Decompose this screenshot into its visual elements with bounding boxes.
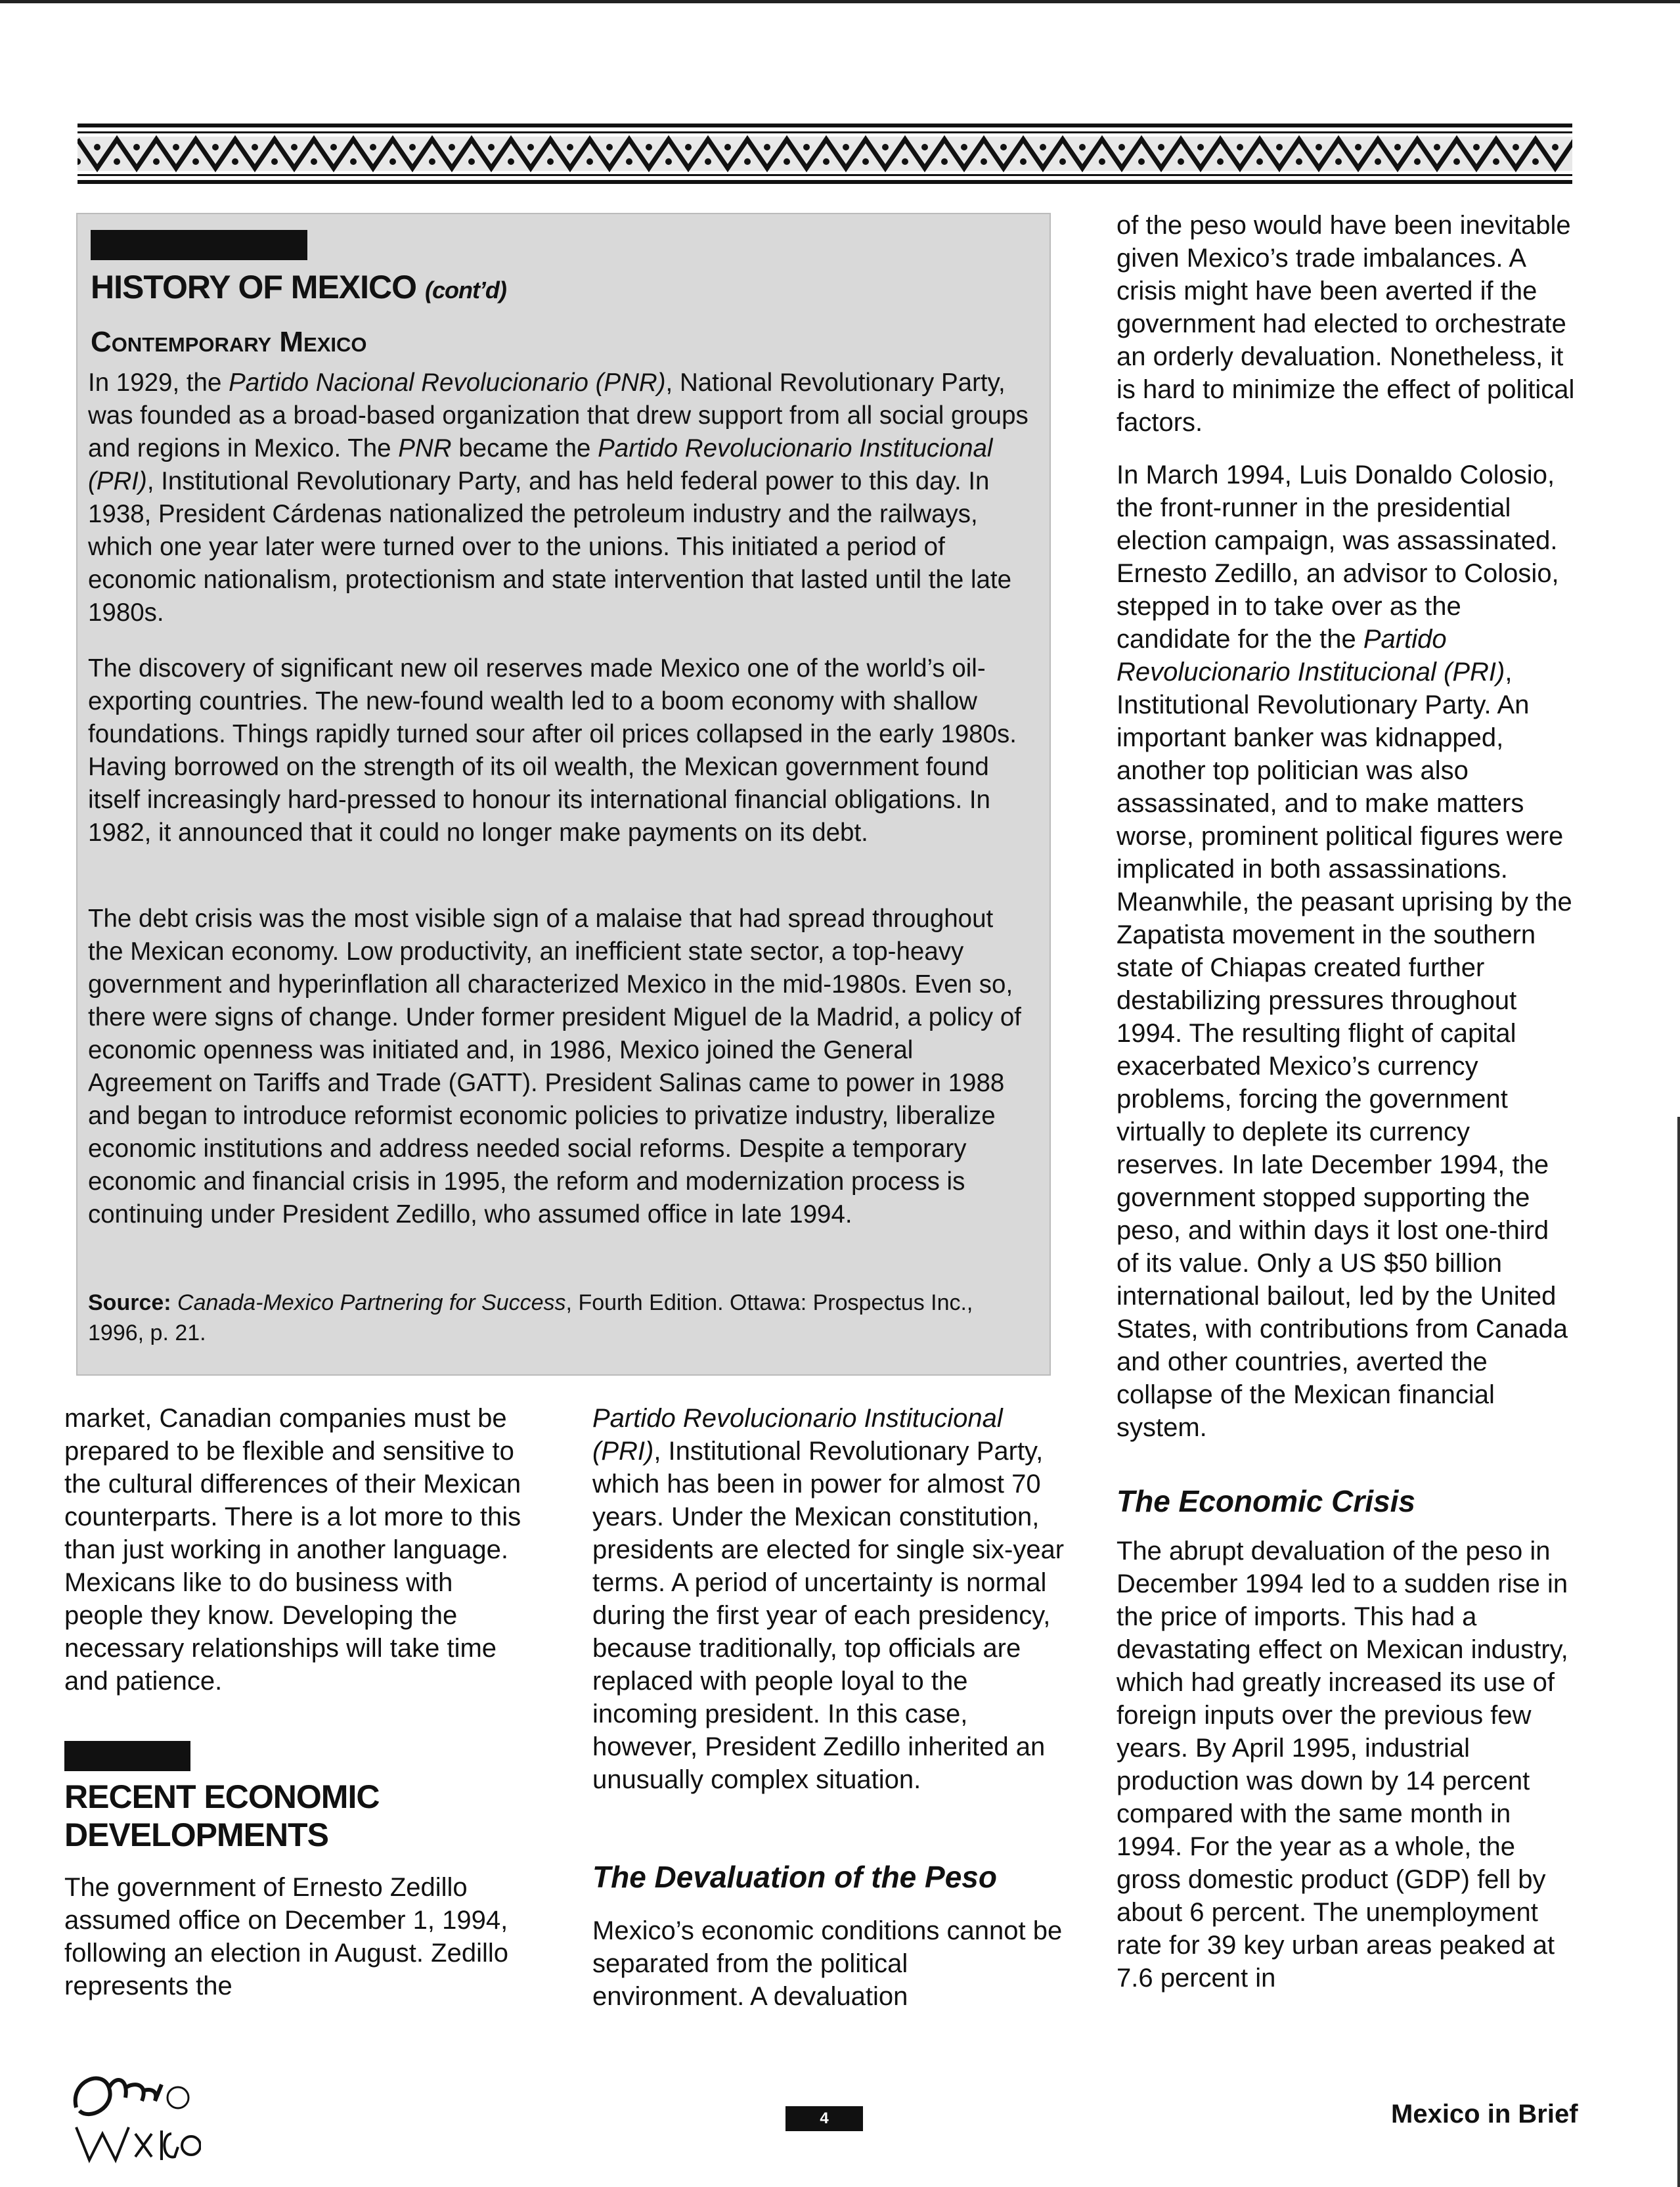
column-1-paragraph-2: The government of Ernesto Zedillo assumed office on December 1, 1994, following an election in August. Zedillo represents the	[64, 1873, 508, 2000]
column-2-paragraph-1: Partido Revolucionario Institucional (PRI), Institutional Revolutionary Party, which has been in power for almost 70 years. Under the Mexican constitution, presidents are elected for single six-year terms. A period of uncertainty is normal during the first year of each presidency, because traditionally, top officials are replaced with people loyal to the incoming president. In this case, however, President Zedillo inherited an unusually complex situation.	[592, 1404, 1065, 1794]
sidebar-title: HISTORY OF MEXICO (cont’d)	[91, 269, 506, 305]
section-heading: RECENT ECONOMIC DEVELOPMENTS	[64, 1778, 380, 1853]
column-3-paragraph-2: In March 1994, Luis Donaldo Colosio, the front-runner in the presidential election campaign, was assassinated. Ernesto Zedillo, an advisor to Colosio, stepped in to take over as the candidate for the the Partido Revolucionario Institucional (PRI), Institutional Revolutionary Party. An important banker was kidnapped, another top politician was also assassinated, and to make matters worse, prominent political figures were implicated in both assassinations. Meanwhile, the peasant uprising by the Zapatista movement in the southern state of Chiapas created further destabilizing pressures throughout 1994. The resulting flight of capital exacerbated Mexico’s currency problems, forcing the government virtually to deplete its currency reserves. In late December 1994, the government stopped supporting the peso, and within days it lost one-third of its value. Only a US $50 billion international bailout, led by the United States, with contributions from Canada and other countries, averted the collapse of the Mexican financial system.	[1116, 461, 1572, 1442]
page-number: 4	[785, 2106, 863, 2131]
page-edge	[1677, 1117, 1680, 2187]
sidebar-marker-bar	[91, 230, 307, 260]
economic-crisis-subheading: The Economic Crisis	[1116, 1484, 1416, 1518]
sidebar-subtitle: Contemporary Mexico	[91, 326, 367, 358]
column-3-paragraph-1: of the peso would have been inevitable given Mexico’s trade imbalances. A crisis might have been averted if the government had elected to orchestrate an orderly devaluation. Nonetheless, it is hard to minimize the effect of political factors.	[1116, 211, 1575, 437]
sidebar-paragraph-3: The debt crisis was the most visible sign of a malaise that had spread throughout the Mexican economy. Low productivity, an inefficient state sector, a top-heavy government and hyperinflation all characterized Mexico in the mid-1980s. Even so, there were signs of change. Under former president Miguel de la Madrid, a policy of economic openness was initiated and, in 1986, Mexico joined the General Agreement on Tariffs and Trade (GATT). President Salinas came to power in 1988 and began to introduce reformist economic policies to privatize industry, liberalize economic institutions and address needed social reforms. Despite a temporary economic and financial crisis in 1995, the reform and modernization process is continuing under President Zedillo, who assumed office in late 1994.	[88, 905, 1021, 1229]
about-mexico-logo	[63, 2062, 201, 2173]
top-rule	[0, 0, 1680, 3]
sidebar-title-suffix: (cont’d)	[424, 277, 506, 304]
sidebar-paragraph-2: The discovery of significant new oil reserves made Mexico one of the world’s oil-exporting countries. The new-found wealth led to a boom economy with shallow foundations. Things rapidly turned sour after oil prices collapsed in the early 1980s. Having borrowed on the strength of its oil wealth, the Mexican government found itself increasingly hard-pressed to honour its international financial obligations. In 1982, it announced that it could no longer make payments on its debt.	[88, 654, 1017, 847]
column-2-paragraph-2: Mexico’s economic conditions cannot be separated from the political environment. A devaluation	[592, 1916, 1063, 2011]
devaluation-subheading: The Devaluation of the Peso	[592, 1860, 997, 1894]
column-3-paragraph-3: The abrupt devaluation of the peso in December 1994 led to a sudden rise in the price of imports. This had a devastating effect on Mexican industry, which had greatly increased its use of foreign inputs over the previous few years. By April 1995, industrial production was down by 14 percent compared with the same month in 1994. For the year as a whole, the gross domestic product (GDP) fell by about 6 percent. The unemployment rate for 39 key urban areas peaked at 7.6 percent in	[1116, 1537, 1568, 1993]
section-marker-bar	[64, 1741, 190, 1771]
sidebar-source: Source: Canada-Mexico Partnering for Success, Fourth Edition. Ottawa: Prospectus Inc., 1996, p. 21.	[88, 1290, 973, 1345]
sidebar-paragraph-1: In 1929, the Partido Nacional Revolucionario (PNR), National Revolutionary Party, was founded as a broad-based organization that drew support from all social groups and regions in Mexico. The PNR became the Partido Revolucionario Institucional (PRI), Institutional Revolutionary Party, and has held federal power to this day. In 1938, President Cárdenas nationalized the petroleum industry and the railways, which one year later were turned over to the unions. This initiated a period of economic nationalism, protectionism and state intervention that lasted until the late 1980s.	[88, 369, 1028, 627]
decorative-banner	[77, 124, 1572, 184]
column-1-paragraph-1: market, Canadian companies must be prepared to be flexible and sensitive to the cultural differences of their Mexican counterparts. There is a lot more to this than just working in another language. Mexicans like to do business with people they know. Developing the necessary relationships will take time and patience.	[64, 1404, 521, 1696]
footer-title: Mexico in Brief	[1391, 2100, 1578, 2129]
